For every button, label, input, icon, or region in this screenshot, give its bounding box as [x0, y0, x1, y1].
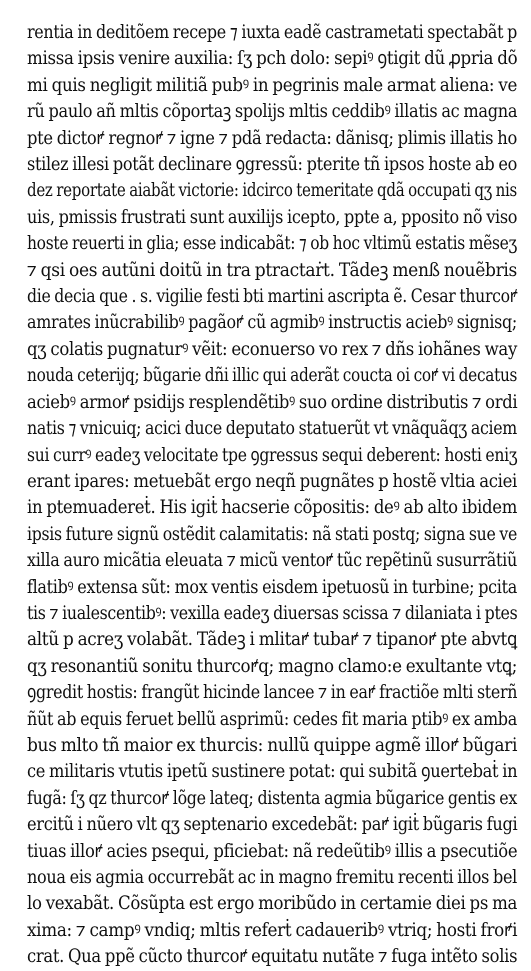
text-line: tis ⁊ iualescentibꝰ: vexilla eadeʒ diuersas scissa ⁊ dilaniata i ptes	[27, 602, 518, 624]
text-line: nouda ceterijq; bũgarie dñi illic qui aderãt coucta oi coꝵ vi decatus	[27, 365, 518, 387]
text-line: fugã: ſʒ qz thurcoꝵ lõge lateq; distenta agmia bũgarice gentis ex	[27, 787, 518, 809]
text-line: pte dictoꝵ regnoꝵ ⁊ igne ⁊ pdã redacta: dãnisq; plimis illatis ho	[27, 127, 517, 149]
text-line: lo vexabãt. Cõsũpta est ergo moribũdo in certamie diei ps ma	[27, 893, 518, 915]
text-line: missa ipsis venire auxilia: ſʒ pch dolo: sepiꝰ ꝯtigit dũ ꝓpria dõ	[27, 48, 518, 70]
text-line: mi quis negligit militiã pubꝰ in pegrinis male armat aliena: ve	[27, 74, 518, 96]
text-line: qʒ colatis pugnaturꝰ vẽit: econuerso vo rex ⁊ dñs iohãnes way	[27, 338, 518, 360]
text-line: xima: ⁊ campꝰ vndiq; mltis referṫ cadaueribꝰ vtriq; hosti froꝵi	[27, 919, 518, 941]
text-line: natis ⁊ vnicuiq; acici duce deputato statuerũt vt vnãquãqʒ aciem	[27, 418, 517, 440]
text-line: aciebꝰ armoꝵ psidijs resplendẽtibꝰ suo ordine distributis ⁊ ordi	[27, 391, 518, 413]
text-line: crat. Qua ppẽ cũcto thurcoꝵ equitatu nutãte ⁊ fuga intẽto solis	[27, 946, 518, 968]
text-line: erant ipares: metuebãt ergo neqñ pugnãtes p hostẽ vltia aciei	[27, 470, 518, 492]
text-line: uis, pmissis frustrati sunt auxilijs icepto, ppte a, pposito nõ viso	[27, 206, 518, 228]
text-line: hoste reuerti in glia; esse indicabãt: ⁊ ob hoc vltimũ estatis mẽseʒ	[27, 233, 517, 255]
text-line: tiuas illoꝵ acies psequi, pficiebat: nã redeũtibꝰ illis a psecutiõe	[27, 840, 518, 862]
text-line: ercitũ i nũero vlt qʒ septenario excedebãt: paꝵ igiṫ bũgaris fugi	[27, 814, 518, 836]
text-line: amrates inũcrabilibꝰ pagãoꝵ cũ agmibꝰ instructis aciebꝰ signisq;	[27, 312, 517, 334]
text-line: ⁊ qsi oes autũni doitũ in tra ptractaṙt. Tãdeꝫ menß nouẽbris	[27, 259, 517, 281]
text-line: dez reportate aiabãt victorie: idcirco temeritate qdã occupati qʒ nis	[27, 180, 517, 202]
text-line: noua eis agmia occurrebãt ac in magno fremitu recenti illos bel	[27, 867, 518, 888]
text-line: rentia in deditõem recepe ⁊ iuxta eadẽ castrametati spectabãt p	[27, 22, 517, 43]
text-line: in ptemuadereṫ. His igiṫ hacserie cõpositis: deꝰ ab alto ibidem	[27, 497, 518, 519]
text-line: rũ paulo añ mltis cõportaꝫ spolijs mltis ceddibꝰ illatis ac magna	[27, 101, 518, 123]
text-line: ñũt ab equis feruet bellũ asprimũ: cedes fit maria ptibꝰ ex amba	[27, 708, 517, 730]
text-line: bus mlto tñ maior ex thurcis: nullũ quippe agmẽ illoꝵ bũgari	[27, 734, 518, 756]
text-line: ce militaris vtutis ipetũ sustinere potat: qui subitã ꝯuertebaṫ in	[27, 761, 518, 783]
text-line: sui currꝰ eadeʒ velocitate tpe ꝯgressus sequi deberent: hosti eniʒ	[27, 444, 518, 466]
text-line: die decia que . s. vigilie festi bti martini ascripta ẽ. Cesar thurcoꝵ	[27, 286, 518, 308]
text-line: xilla auro micãtia eleuata ⁊ micũ ventoꝵ tũc repẽtinũ susurrãtiũ	[27, 550, 518, 572]
text-line: altũ p acreʒ volabãt. Tãdeꝫ i mlitaꝵ tubaꝵ ⁊ tipanoꝵ pte abvtꝗ	[27, 629, 517, 651]
latin-text-column	[27, 20, 517, 971]
text-line: ꝯgredit hostis: frangũt hicinde lancee ⁊ in eaꝵ fractiõe mlti sterñ	[27, 682, 518, 704]
text-line: flatibꝰ extensa sũt: mox ventis eisdem ipetuosũ in turbine; pcita	[27, 576, 517, 598]
text-line: ipsis future signũ ostẽdit calamitatis: nã stati postq; signa sue ve	[27, 523, 517, 545]
text-line: stilez illesi potãt declinare ꝯgressũ: pterite tñ ipsos hoste ab eo	[27, 154, 518, 176]
text-line: qʒ resonantiũ sonitu thurcoꝵq; magno clamo:e exultante vtꝗ;	[27, 655, 518, 677]
